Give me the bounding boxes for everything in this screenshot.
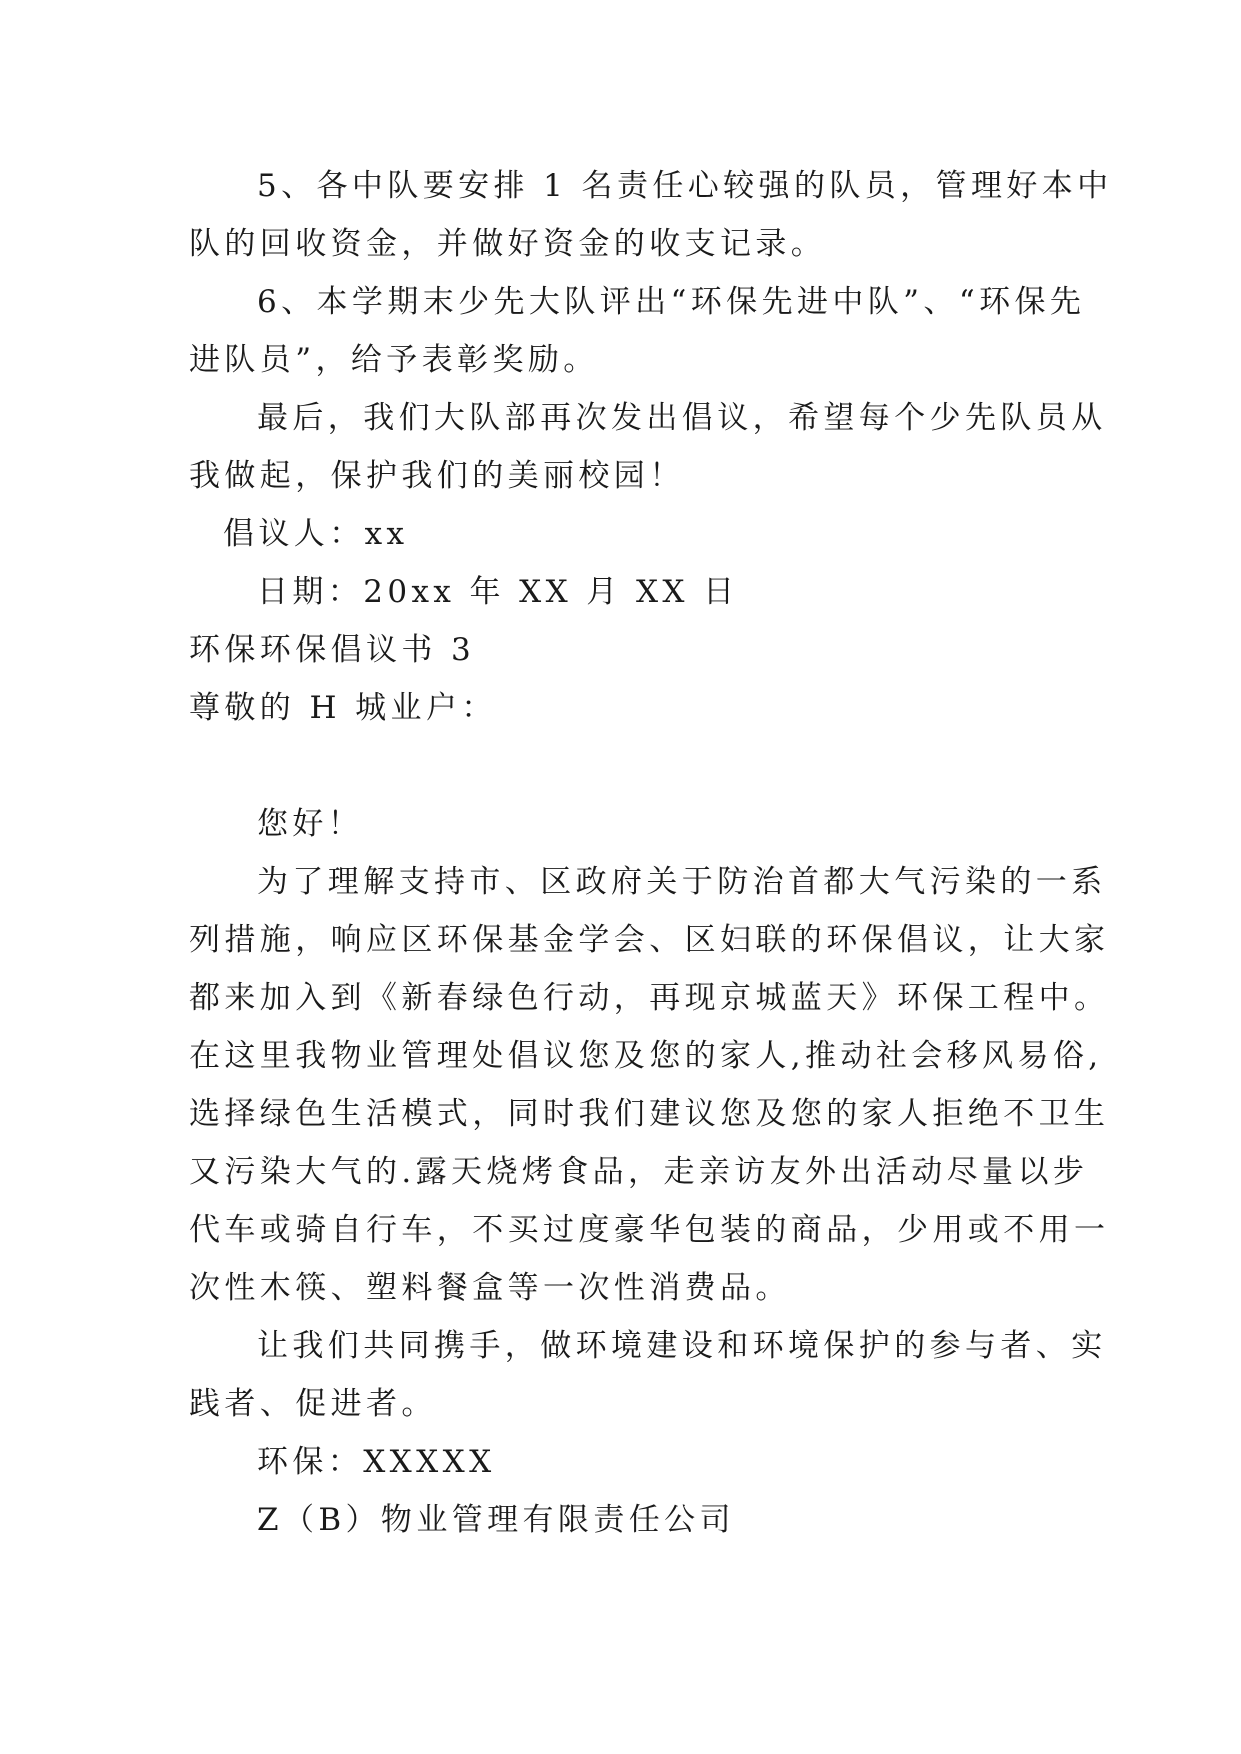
closing-line1: 最后，我们大队部再次发出倡议，希望每个少先队员从 (257, 400, 1107, 436)
initiator-signature: 倡议人：xx (223, 516, 409, 552)
body-line6: 又污染大气的.露天烧烤食品，走亲访友外出活动尽量以步 (189, 1154, 1089, 1190)
company-name: Z（B）物业管理有限责任公司 (257, 1502, 735, 1538)
item6-line2: 进队员”，给予表彰奖励。 (189, 342, 599, 378)
body-line2: 列措施，响应区环保基金学会、区妇联的环保倡议，让大家 (189, 922, 1110, 958)
body-line1: 为了理解支持市、区政府关于防治首都大气污染的一系 (257, 864, 1107, 900)
greeting: 您好！ (257, 806, 364, 842)
body-line3: 都来加入到《新春绿色行动，再现京城蓝天》环保工程中。 (189, 980, 1110, 1016)
closing-line2: 我做起，保护我们的美丽校园！ (189, 458, 685, 494)
section-title: 环保环保倡议书 3 (189, 632, 476, 668)
appeal-line1: 让我们共同携手，做环境建设和环境保护的参与者、实 (257, 1328, 1107, 1364)
body-line5: 选择绿色生活模式，同时我们建议您及您的家人拒绝不卫生 (189, 1096, 1110, 1132)
body-line8: 次性木筷、塑料餐盒等一次性消费品。 (189, 1270, 791, 1306)
item5-line2: 队的回收资金，并做好资金的收支记录。 (189, 226, 827, 262)
salutation: 尊敬的 H 城业户： (189, 690, 497, 726)
body-line4: 在这里我物业管理处倡议您及您的家人,推动社会移风易俗, (189, 1038, 1103, 1074)
appeal-line2: 践者、促进者。 (189, 1386, 437, 1422)
sign-label: 环保：XXXXX (257, 1444, 496, 1480)
item6-line1: 6、本学期末少先大队评出“环保先进中队”、“环保先 (257, 284, 1086, 320)
body-line7: 代车或骑自行车，不买过度豪华包装的商品，少用或不用一 (189, 1212, 1110, 1248)
signature-date: 日期：20xx 年 XX 月 XX 日 (257, 574, 739, 610)
item5-line1: 5、各中队要安排 1 名责任心较强的队员，管理好本中 (257, 168, 1113, 204)
